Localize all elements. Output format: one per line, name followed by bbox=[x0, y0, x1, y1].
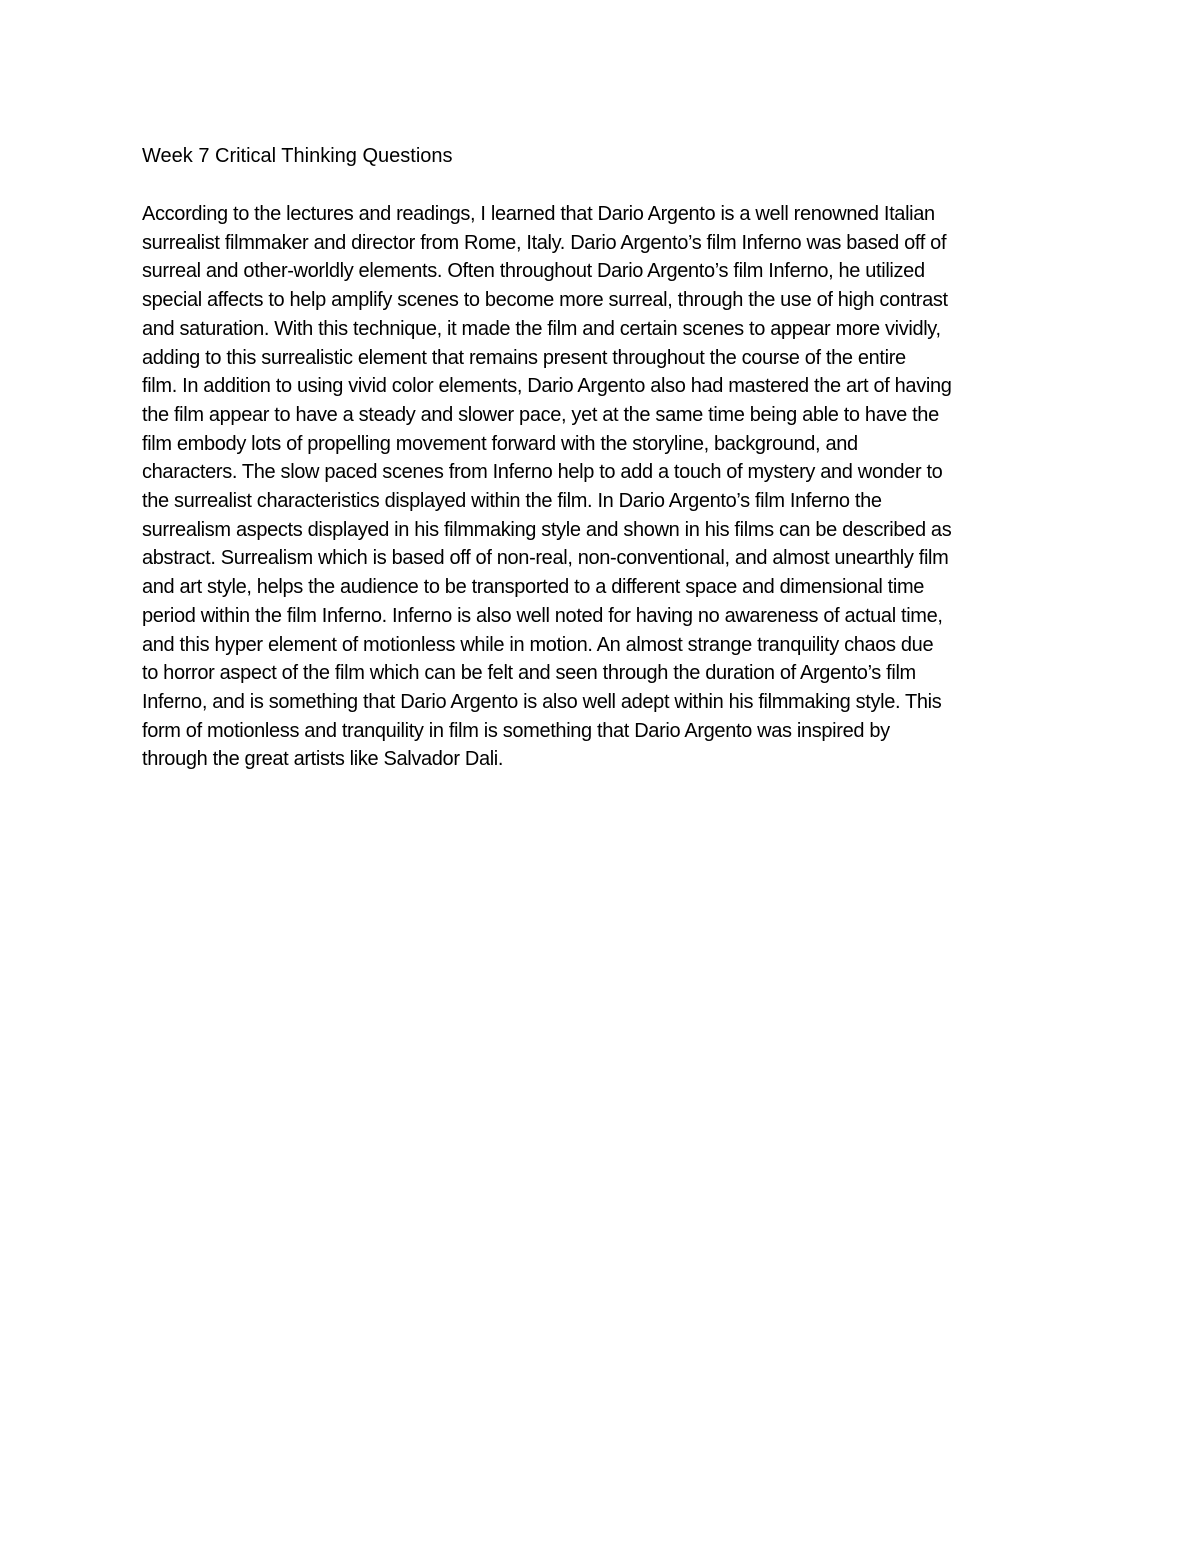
paragraph-line: special affects to help amplify scenes to become more surreal, through the use of high contrast bbox=[142, 289, 948, 312]
essay-paragraph bbox=[142, 200, 1072, 774]
paragraph-line: form of motionless and tranquility in film is something that Dario Argento was inspired by bbox=[142, 719, 890, 742]
document-title: Week 7 Critical Thinking Questions bbox=[142, 145, 453, 167]
paragraph-line: surrealist filmmaker and director from Rome, Italy. Dario Argento’s film Inferno was based off of bbox=[142, 231, 947, 254]
paragraph-line: surrealism aspects displayed in his filmmaking style and shown in his films can be described as bbox=[142, 518, 952, 541]
paragraph-line: through the great artists like Salvador Dali. bbox=[142, 748, 504, 771]
paragraph-line: period within the film Inferno. Inferno is also well noted for having no awareness of actual time, bbox=[142, 604, 943, 627]
paragraph-line: the film appear to have a steady and slower pace, yet at the same time being able to have the bbox=[142, 403, 939, 426]
paragraph-line: film. In addition to using vivid color elements, Dario Argento also had mastered the art of having bbox=[142, 375, 952, 398]
paragraph-line: characters. The slow paced scenes from Inferno help to add a touch of mystery and wonder to bbox=[142, 461, 943, 484]
paragraph-line: According to the lectures and readings, I learned that Dario Argento is a well renowned Italian bbox=[142, 203, 935, 225]
paragraph-line: surreal and other-worldly elements. Often throughout Dario Argento’s film Inferno, he utilized bbox=[142, 260, 925, 283]
paragraph-line: and this hyper element of motionless while in motion. An almost strange tranquility chaos due bbox=[142, 633, 934, 656]
paragraph-line: the surrealist characteristics displayed within the film. In Dario Argento’s film Inferno the bbox=[142, 490, 882, 513]
paragraph-line: adding to this surrealistic element that remains present throughout the course of the entire bbox=[142, 346, 906, 369]
paragraph-line: film embody lots of propelling movement forward with the storyline, background, and bbox=[142, 432, 858, 455]
paragraph-line: and saturation. With this technique, it made the film and certain scenes to appear more vividly, bbox=[142, 317, 941, 340]
paragraph-line: abstract. Surrealism which is based off of non-real, non-conventional, and almost unearthly film bbox=[142, 547, 949, 570]
paragraph-line: and art style, helps the audience to be transported to a different space and dimensional time bbox=[142, 576, 925, 599]
paragraph-line: to horror aspect of the film which can be felt and seen through the duration of Argento’s film bbox=[142, 662, 916, 685]
document-body bbox=[142, 142, 1072, 774]
paragraph-line: Inferno, and is something that Dario Argento is also well adept within his filmmaking style. This bbox=[142, 690, 942, 713]
